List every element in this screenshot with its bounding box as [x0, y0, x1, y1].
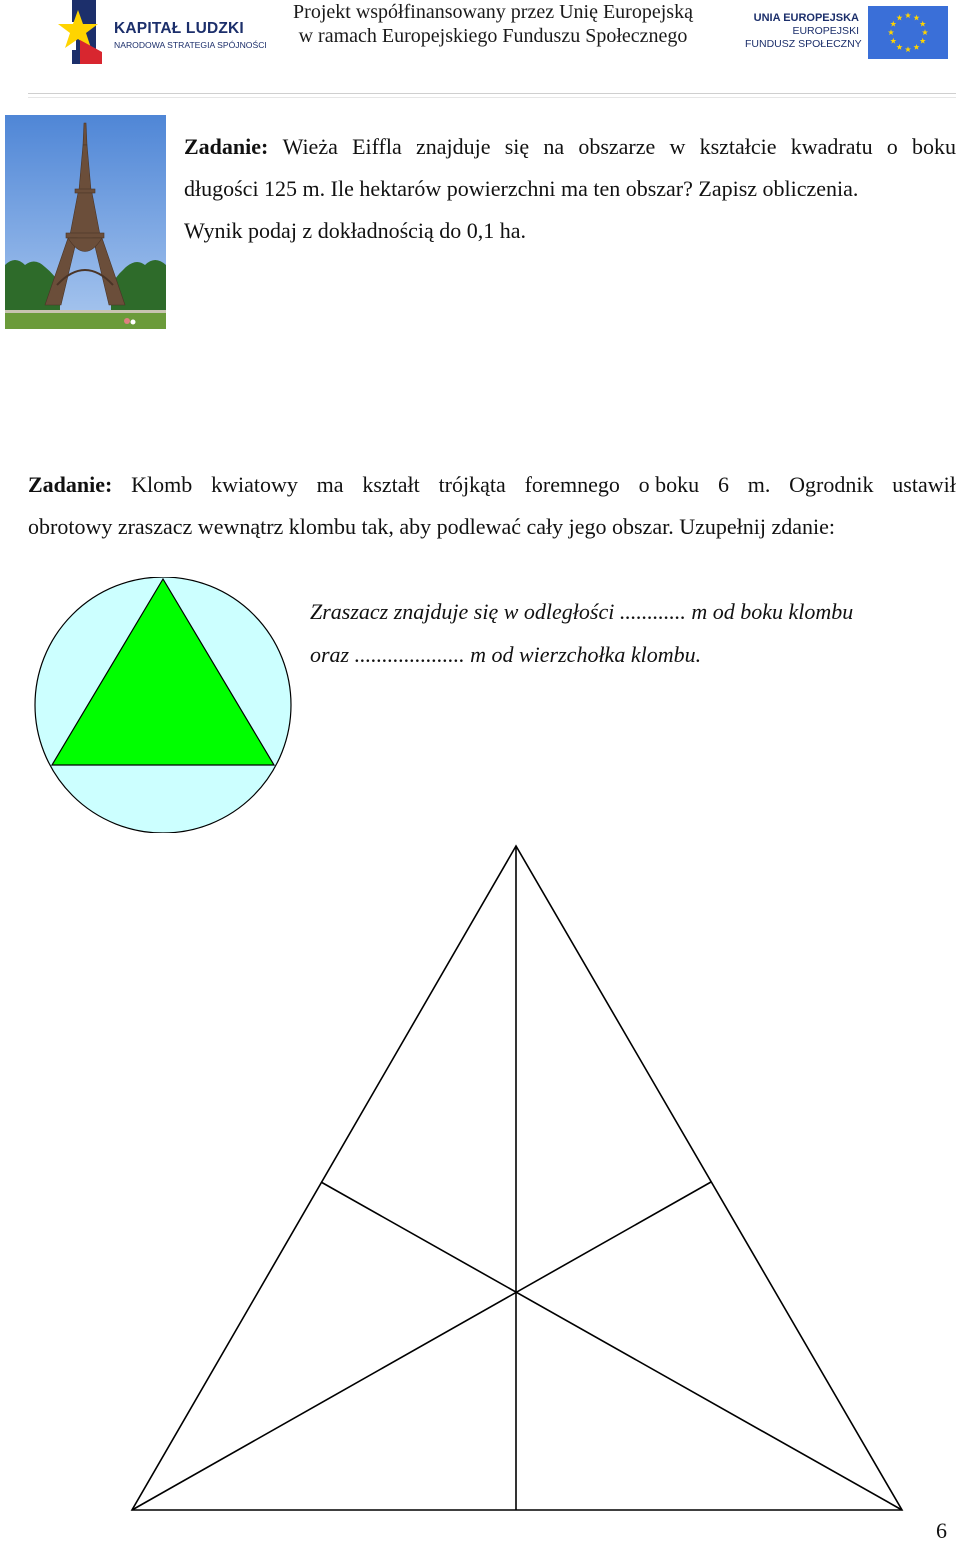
task1-word: znajduje [415, 134, 491, 159]
task1-word: się [504, 134, 530, 159]
task2-word: kształt [362, 472, 420, 497]
task1-word: kwadratu [790, 134, 873, 159]
task-2-line-2: obrotowy zraszacz wewnątrz klombu tak, aby podlewać cały jego obszar. Uzupełnij zdanie: [28, 514, 835, 539]
task-2-line-1 [28, 464, 956, 506]
kapital-ludzki-title: KAPITAŁ LUDZKI [114, 20, 244, 37]
eu-line-2: EUROPEJSKI [792, 25, 859, 37]
task2-word: o boku [638, 472, 700, 497]
eiffel-tower-photo [5, 115, 166, 329]
task2-word: Ogrodnik [789, 472, 874, 497]
task2-word: trójkąta [438, 472, 506, 497]
task2-word: ustawił [892, 472, 956, 497]
header-project-info [262, 0, 724, 48]
task2-word: 6 [717, 472, 729, 497]
kapital-ludzki-subtitle: NARODOWA STRATEGIA SPÓJNOŚCI [114, 40, 267, 50]
task-1 [184, 126, 956, 252]
task1-word: boku [912, 134, 956, 159]
eu-logo-text [745, 12, 862, 51]
task1-word: o [886, 134, 898, 159]
header-divider [28, 93, 956, 98]
task-1-line-3: Wynik podaj z dokładnością do 0,1 ha. [184, 218, 527, 243]
median-line-right [321, 1182, 902, 1510]
kapital-ludzki-logo [58, 0, 267, 66]
construction-triangle [124, 838, 910, 1522]
task1-word: obszarze [578, 134, 656, 159]
header-line-2: w ramach Europejskiego Funduszu Społecznego [298, 25, 688, 47]
task1-word: na [543, 134, 565, 159]
eu-line-3: FUNDUSZ SPOŁECZNY [745, 38, 862, 50]
fill-in-sentence [310, 590, 960, 676]
task2-word: Klomb [131, 472, 193, 497]
page-number: 6 [936, 1518, 947, 1543]
header-line-1: Projekt współfinansowany przez Unię Europejską [293, 1, 693, 23]
eu-line-1: UNIA EUROPEJSKA [753, 12, 859, 24]
task1-word: kształcie [699, 134, 777, 159]
task1-word: Wieża [282, 134, 338, 159]
kapital-ludzki-logo-icon [58, 0, 102, 64]
task2-word: ma [316, 472, 344, 497]
task1-word: Eiffla [352, 134, 402, 159]
task-2 [28, 464, 956, 548]
median-line-left [132, 1182, 711, 1510]
flower-bed-figure [30, 577, 296, 833]
task-1-line-1 [184, 126, 956, 168]
task2-word: kwiatowy [211, 472, 298, 497]
task-1-label: Zadanie: [184, 134, 269, 159]
task2-word: foremnego [524, 472, 620, 497]
fill-in-line-2: oraz .................... m od wierzchołka klombu. [310, 642, 702, 667]
fill-in-line-1: Zraszacz znajduje się w odległości ............ m od boku klombu [310, 599, 854, 624]
task2-word: m. [747, 472, 771, 497]
task1-word: w [669, 134, 686, 159]
task-2-label: Zadanie: [28, 472, 113, 497]
eu-flag-icon [868, 6, 948, 59]
triangle-outline [132, 846, 902, 1510]
task-1-line-2: długości 125 m. Ile hektarów powierzchni ma ten obszar? Zapisz obliczenia. [184, 176, 859, 201]
